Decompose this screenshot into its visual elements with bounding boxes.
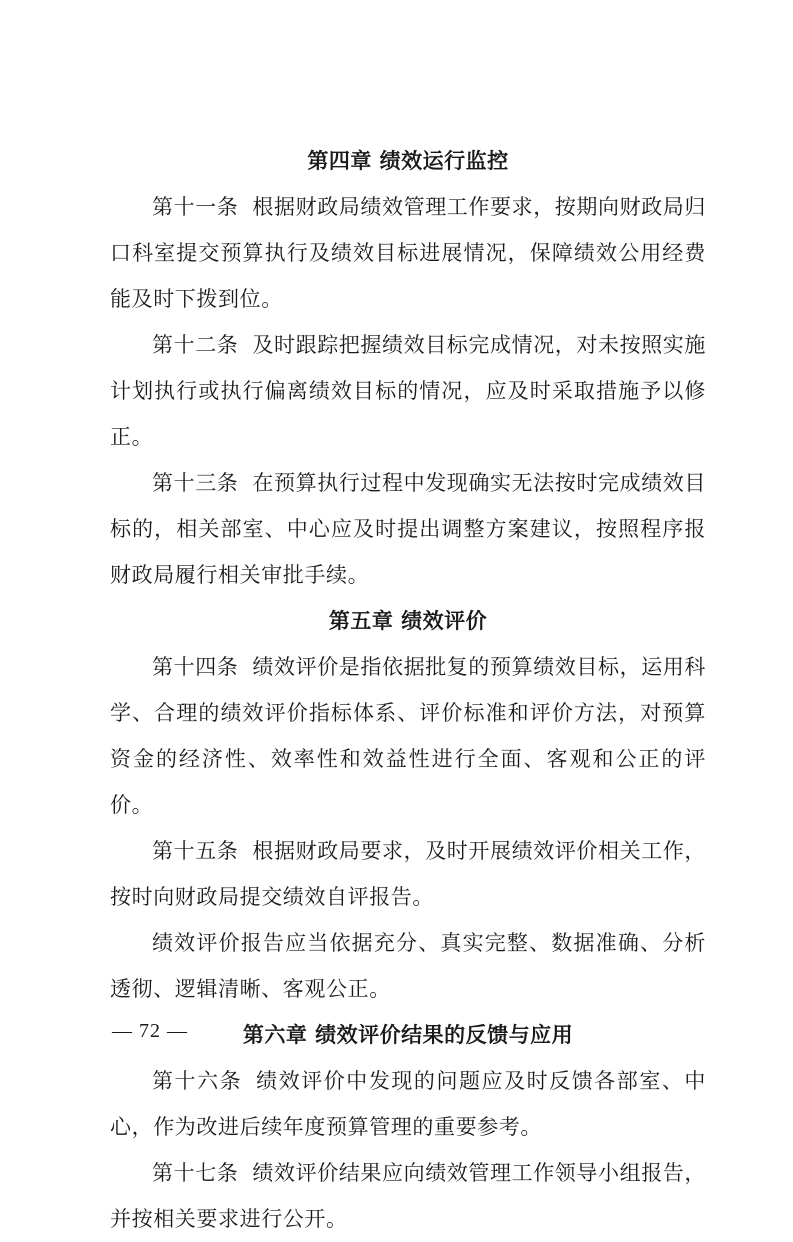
article-number: 第十三条 <box>152 471 239 495</box>
article-number: 第十六条 <box>152 1069 243 1093</box>
page-number: — 72 — <box>112 1020 188 1042</box>
article-text: 在预算执行过程中发现确实无法按时完成绩效目标的，相关部室、中心应及时提出调整方案建议，按照程序报财政局履行相关审批手续。 <box>110 471 707 587</box>
plain-paragraph <box>110 920 706 1012</box>
article-text: 绩效评价结果应向绩效管理工作领导小组报告，并按相关要求进行公开。 <box>110 1161 707 1231</box>
article-paragraph <box>110 1058 706 1150</box>
article-text: 及时跟踪把握绩效目标完成情况，对未按照实施计划执行或执行偏离绩效目标的情况，应及时采取措施予以修正。 <box>110 333 707 449</box>
article-text: 绩效评价是指依据批复的预算绩效目标，运用科学、合理的绩效评价指标体系、评价标准和评价方法，对预算资金的经济性、效率性和效益性进行全面、客观和公正的评价。 <box>110 655 707 817</box>
chapter-heading: 第六章 绩效评价结果的反馈与应用 <box>242 1022 574 1047</box>
paragraph-text: 绩效评价报告应当依据充分、真实完整、数据准确、分析透彻、逻辑清晰、客观公正。 <box>110 931 706 1001</box>
article-text: 根据财政局要求，及时开展绩效评价相关工作，按时向财政局提交绩效自评报告。 <box>110 839 707 909</box>
article-paragraph <box>110 644 706 828</box>
article-number: 第十五条 <box>152 839 239 863</box>
article-paragraph <box>110 460 706 598</box>
chapter-heading: 第五章 绩效评价 <box>328 608 488 633</box>
article-number: 第十二条 <box>152 333 239 357</box>
document-body <box>110 138 706 1242</box>
chapter-heading: 第四章 绩效运行监控 <box>307 148 509 173</box>
article-number: 第十一条 <box>152 195 239 219</box>
article-number: 第十四条 <box>152 655 239 679</box>
article-text: 根据财政局绩效管理工作要求，按期向财政局归口科室提交预算执行及绩效目标进展情况，保障绩效公用经费能及时下拨到位。 <box>110 195 707 311</box>
article-paragraph <box>110 1150 706 1242</box>
article-text: 绩效评价中发现的问题应及时反馈各部室、中心，作为改进后续年度预算管理的重要参考。 <box>110 1069 706 1139</box>
article-number: 第十七条 <box>152 1161 239 1185</box>
article-paragraph <box>110 322 706 460</box>
article-paragraph <box>110 184 706 322</box>
article-paragraph <box>110 828 706 920</box>
